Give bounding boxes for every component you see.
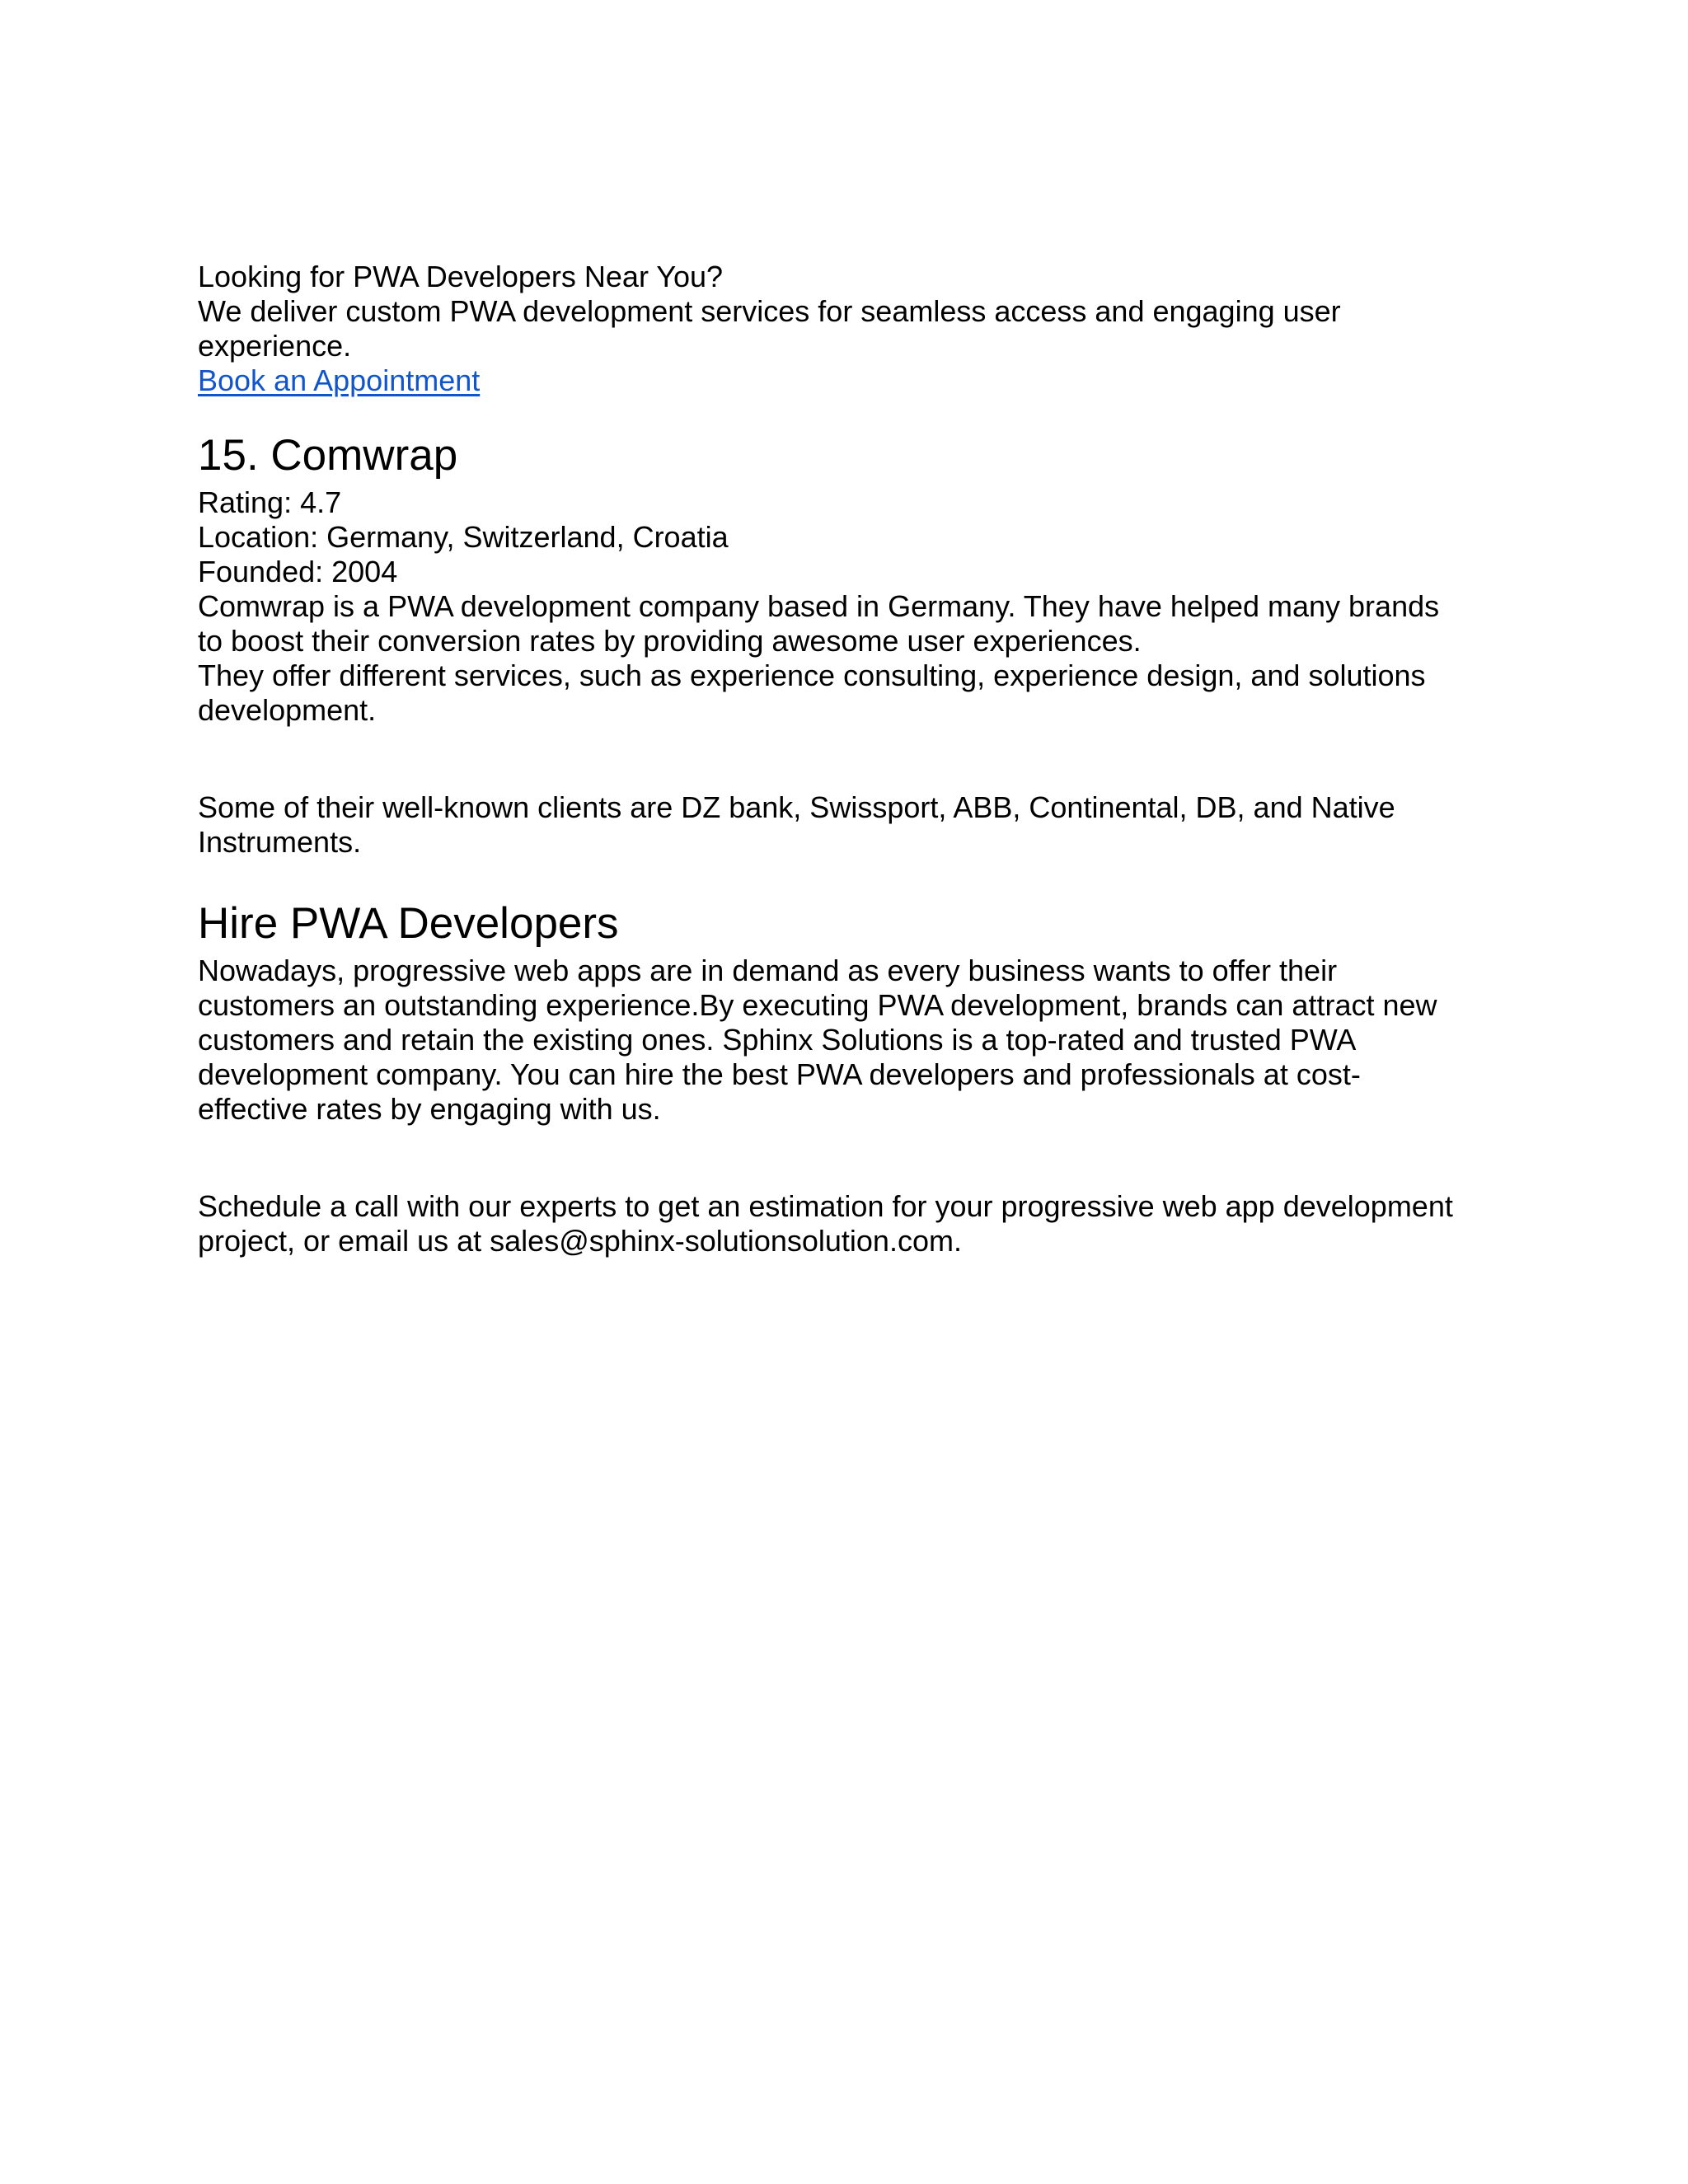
intro-question: Looking for PWA Developers Near You? (198, 260, 724, 293)
comwrap-founded: Founded: 2004 (198, 555, 398, 588)
comwrap-section (198, 431, 1500, 860)
intro-text-line: experience. (198, 329, 352, 363)
comwrap-heading: 15. Comwrap (198, 431, 458, 480)
book-appointment-line (198, 363, 1500, 398)
spacer (198, 1127, 1500, 1189)
document-page (198, 260, 1500, 1258)
comwrap-description-line: They offer different services, such as experience consulting, experience design, and solutions (198, 658, 1426, 692)
hire-heading: Hire PWA Developers (198, 899, 619, 948)
hire-section (198, 899, 1500, 1258)
hire-paragraph-line: Nowadays, progressive web apps are in demand as every business wants to offer their (198, 954, 1338, 987)
schedule-call-line: project, or email us at sales@sphinx-solutionsolution.com. (198, 1224, 962, 1258)
book-appointment-link[interactable]: Book an Appointment (198, 363, 481, 397)
spacer (198, 860, 1500, 899)
comwrap-location: Location: Germany, Switzerland, Croatia (198, 520, 729, 554)
comwrap-description-line: development. (198, 693, 377, 727)
comwrap-clients-line: Instruments. (198, 825, 362, 859)
comwrap-rating: Rating: 4.7 (198, 485, 342, 519)
spacer (198, 728, 1500, 790)
schedule-call-line: Schedule a call with our experts to get an estimation for your progressive web app development (198, 1189, 1453, 1223)
intro-section (198, 260, 1500, 398)
intro-text-line: We deliver custom PWA development services for seamless access and engaging user (198, 294, 1341, 328)
comwrap-description-line: Comwrap is a PWA development company based in Germany. They have helped many brands (198, 589, 1440, 623)
hire-paragraph-line: effective rates by engaging with us. (198, 1092, 661, 1126)
comwrap-description-line: to boost their conversion rates by providing awesome user experiences. (198, 624, 1142, 658)
spacer (198, 398, 1500, 431)
hire-paragraph-line: customers an outstanding experience.By executing PWA development, brands can attract new (198, 988, 1437, 1022)
hire-paragraph-line: development company. You can hire the best PWA developers and professionals at cost- (198, 1057, 1361, 1091)
comwrap-clients-line: Some of their well-known clients are DZ bank, Swissport, ABB, Continental, DB, and Native (198, 790, 1395, 824)
hire-paragraph-line: customers and retain the existing ones. Sphinx Solutions is a top-rated and trusted PWA (198, 1023, 1357, 1057)
